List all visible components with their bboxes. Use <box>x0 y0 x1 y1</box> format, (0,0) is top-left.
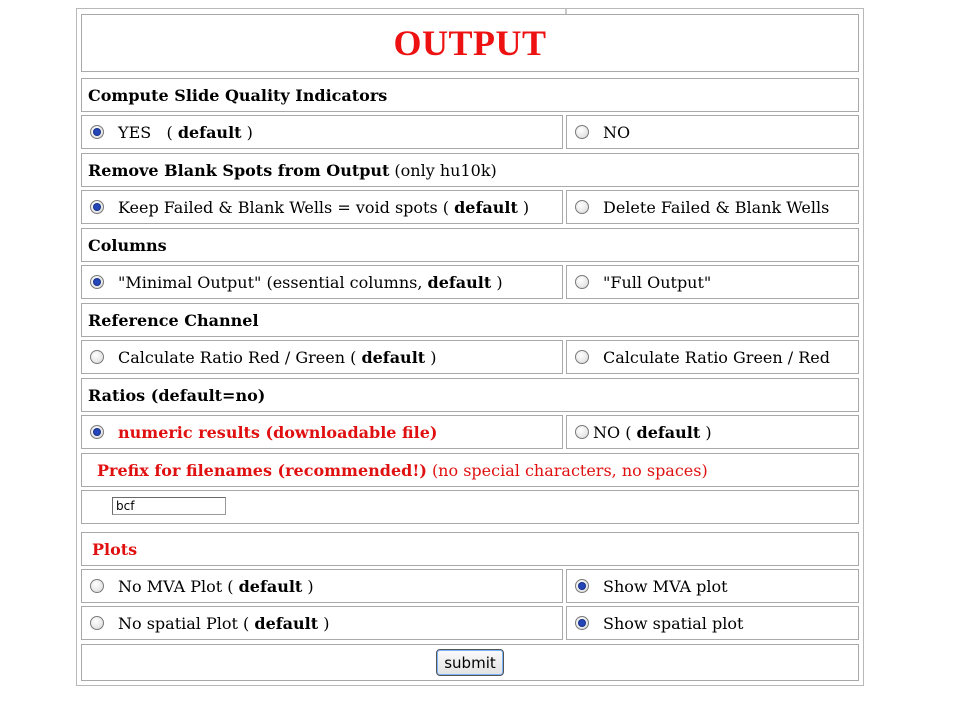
output-form <box>76 8 864 686</box>
option-label: numeric results (downloadable file) <box>118 422 438 442</box>
option-label: Keep Failed & Blank Wells = void spots ( default ) <box>118 197 530 217</box>
radio-option-numeric-results[interactable] <box>81 415 563 449</box>
section-header-ratios <box>81 378 859 412</box>
section-note: (no special characters, no spaces) <box>431 460 708 480</box>
option-label: Delete Failed & Blank Wells <box>603 197 830 217</box>
radio-selected-icon[interactable] <box>90 275 104 289</box>
radio-selected-icon[interactable] <box>575 616 589 630</box>
title-text: OUTPUT <box>393 23 547 63</box>
section-label: Prefix for filenames (recommended!) <box>97 460 427 480</box>
radio-unselected-icon[interactable] <box>90 579 104 593</box>
radio-selected-icon[interactable] <box>90 425 104 439</box>
radio-selected-icon[interactable] <box>90 125 104 139</box>
section-header-blank-spots <box>81 153 859 187</box>
section-header-slide-quality <box>81 78 859 112</box>
radio-unselected-icon[interactable] <box>575 350 589 364</box>
radio-option-quality-no[interactable] <box>566 115 859 149</box>
radio-unselected-icon[interactable] <box>575 200 589 214</box>
radio-option-ratio-green-red[interactable] <box>566 340 859 374</box>
section-label: Compute Slide Quality Indicators <box>88 85 388 105</box>
radio-option-keep-failed[interactable] <box>81 190 563 224</box>
radio-option-minimal-output[interactable] <box>81 265 563 299</box>
section-label: Ratios (default=no) <box>88 385 266 405</box>
radio-unselected-icon[interactable] <box>575 275 589 289</box>
prefix-input[interactable] <box>112 497 226 515</box>
radio-option-no-spatial-plot[interactable] <box>81 606 563 640</box>
radio-option-ratios-no[interactable] <box>566 415 859 449</box>
section-header-prefix <box>81 453 859 487</box>
option-label: NO ( default ) <box>593 422 712 442</box>
section-label: Plots <box>92 539 138 559</box>
radio-option-show-spatial-plot[interactable] <box>566 606 859 640</box>
option-label: Show spatial plot <box>603 613 744 633</box>
section-label: Reference Channel <box>88 310 259 330</box>
submit-button[interactable]: submit <box>436 649 504 676</box>
option-label: NO <box>603 122 631 142</box>
radio-unselected-icon[interactable] <box>575 125 589 139</box>
radio-unselected-icon[interactable] <box>90 350 104 364</box>
option-label: Show MVA plot <box>603 576 728 596</box>
radio-option-no-mva-plot[interactable] <box>81 569 563 603</box>
radio-option-full-output[interactable] <box>566 265 859 299</box>
option-label: Calculate Ratio Red / Green ( default ) <box>118 347 437 367</box>
radio-option-delete-failed[interactable] <box>566 190 859 224</box>
top-divider <box>77 9 863 13</box>
section-label: Columns <box>88 235 167 255</box>
option-label: No spatial Plot ( default ) <box>118 613 330 633</box>
option-label: "Full Output" <box>603 272 712 292</box>
radio-selected-icon[interactable] <box>90 200 104 214</box>
submit-row <box>81 644 859 681</box>
section-label: Remove Blank Spots from Output <box>88 160 390 180</box>
radio-unselected-icon[interactable] <box>90 616 104 630</box>
option-label: No MVA Plot ( default ) <box>118 576 314 596</box>
section-header-plots <box>81 532 859 566</box>
radio-option-ratio-red-green[interactable] <box>81 340 563 374</box>
radio-unselected-icon[interactable] <box>575 425 589 439</box>
option-label: Calculate Ratio Green / Red <box>603 347 831 367</box>
radio-option-quality-yes[interactable] <box>81 115 563 149</box>
radio-selected-icon[interactable] <box>575 579 589 593</box>
section-header-columns <box>81 228 859 262</box>
option-label: "Minimal Output" (essential columns, default ) <box>118 272 503 292</box>
page-title <box>81 14 859 72</box>
option-label: YES ( default ) <box>118 122 253 142</box>
section-note: (only hu10k) <box>394 160 497 180</box>
prefix-input-row <box>81 490 859 524</box>
radio-option-show-mva-plot[interactable] <box>566 569 859 603</box>
section-header-reference-channel <box>81 303 859 337</box>
